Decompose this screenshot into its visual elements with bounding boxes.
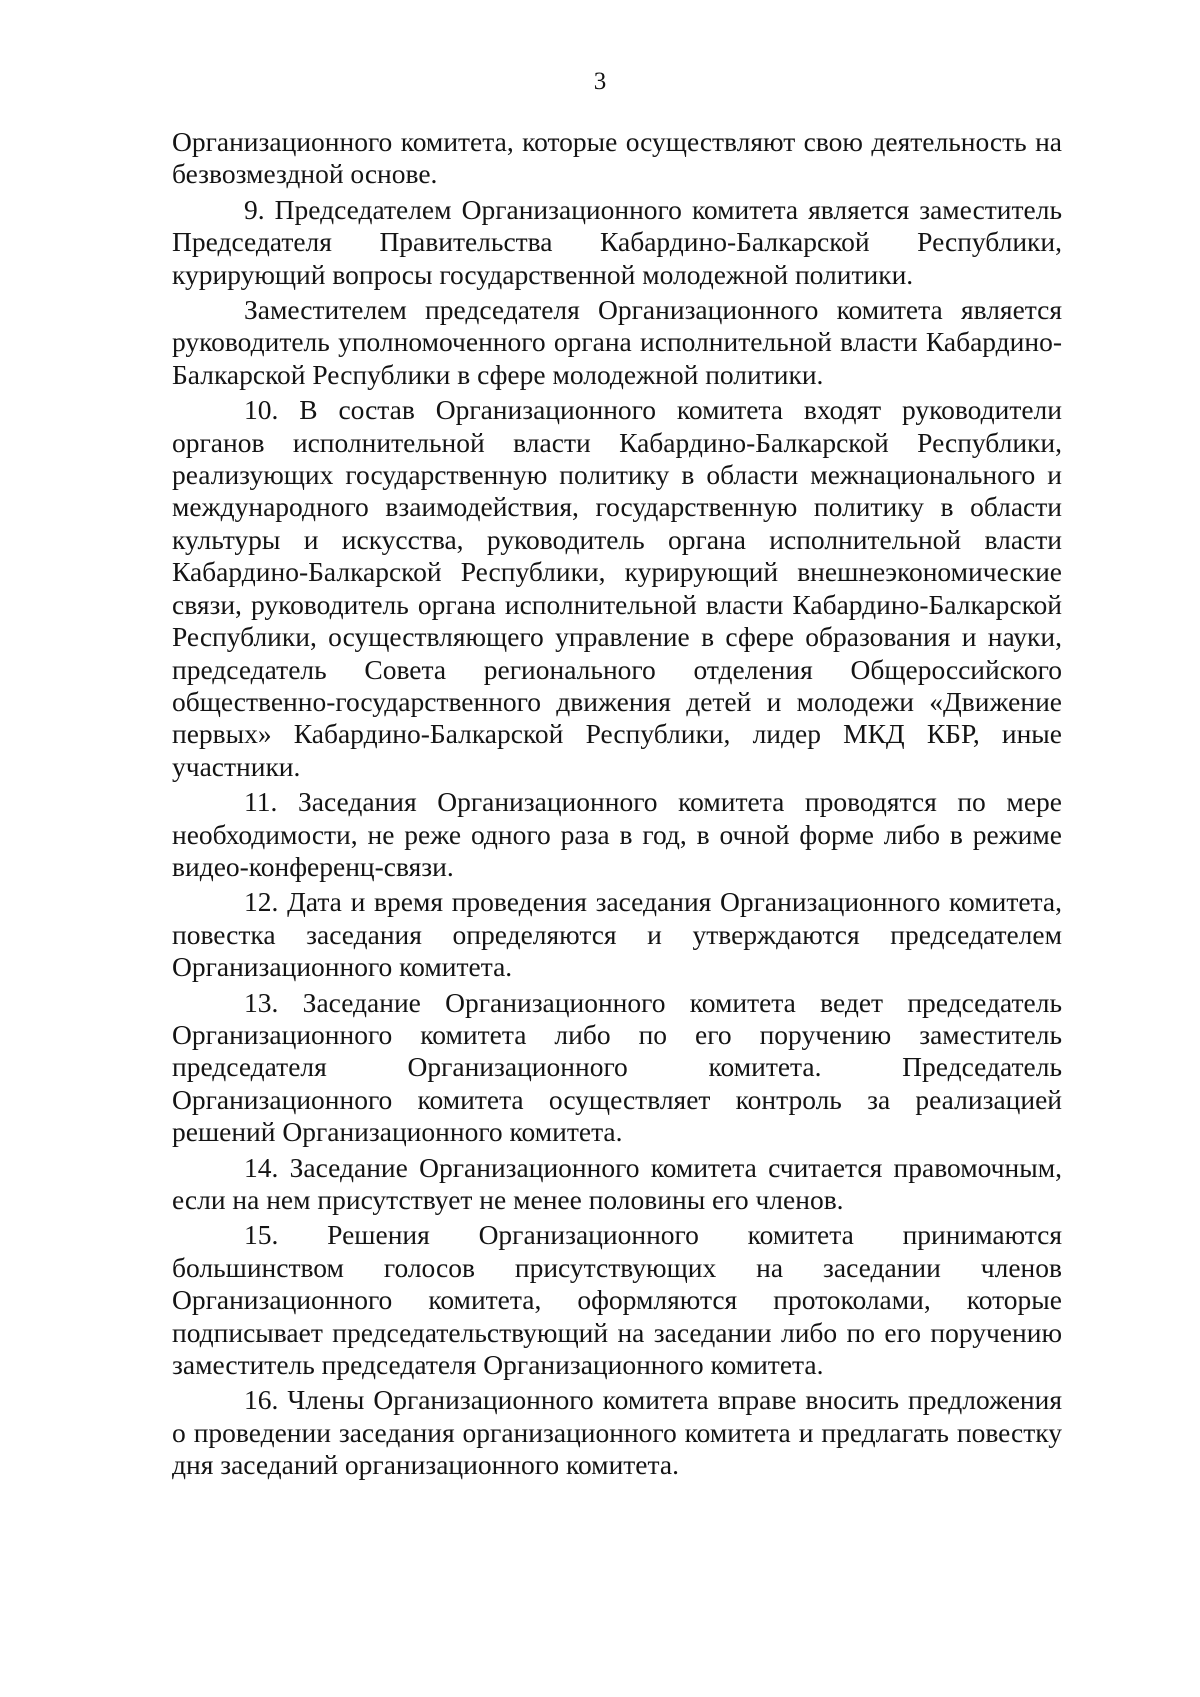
paragraph-10: 10. В состав Организационного комитета входят руководители органов исполнительной власти Кабардино-Балкарской Республики, реализующих государственную политику в области межнационального и международного взаимодействия, государственную политику в области культуры и искусства, руководитель органа исполнительной власти Кабардино-Балкарской Республики, курирующий внешнеэкономические связи, руководитель органа исполнительной власти Кабардино-Балкарской Республики, осуществляющего управление в сфере образования и науки, председатель Совета регионального отделения Общероссийского общественно-государственного движения детей и молодежи «Движение первых» Кабардино-Балкарской Республики, лидер МКД КБР, иные участники. bbox=[172, 394, 1062, 782]
paragraph-9-deputy: Заместителем председателя Организационного комитета является руководитель уполномоченного органа исполнительной власти Кабардино-Балкарской Республики в сфере молодежной политики. bbox=[172, 294, 1062, 390]
paragraph-11: 11. Заседания Организационного комитета проводятся по мере необходимости, не реже одного раза в год, в очной форме либо в режиме видео-конференц-связи. bbox=[172, 786, 1062, 882]
page-number: 3 bbox=[593, 68, 607, 95]
paragraph-continuation: Организационного комитета, которые осуществляют свою деятельность на безвозмездной основе. bbox=[172, 126, 1062, 190]
paragraph-16: 16. Члены Организационного комитета вправе вносить предложения о проведении заседания организационного комитета и предлагать повестку дня заседаний организационного комитета. bbox=[172, 1384, 1062, 1481]
paragraph-13: 13. Заседание Организационного комитета ведет председатель Организационного комитета либо по его поручению заместитель председателя Организационного комитета. Председатель Организационного комитета осуществляет контроль за реализацией решений Организационного комитета. bbox=[172, 986, 1062, 1148]
document-body bbox=[172, 126, 1062, 1482]
paragraph-14: 14. Заседание Организационного комитета считается правомочным, если на нем присутствует не менее половины его членов. bbox=[172, 1151, 1062, 1215]
paragraph-15: 15. Решения Организационного комитета принимаются большинством голосов присутствующих на заседании членов Организационного комитета, оформляются протоколами, которые подписывает председательствующий на заседании либо по его поручению заместитель председателя Организационного комитета. bbox=[172, 1219, 1062, 1381]
paragraph-9: 9. Председателем Организационного комитета является заместитель Председателя Правительства Кабардино-Балкарской Республики, курирующий вопросы государственной молодежной политики. bbox=[172, 193, 1062, 290]
paragraph-12: 12. Дата и время проведения заседания Организационного комитета, повестка заседания определяются и утверждаются председателем Организационного комитета. bbox=[172, 886, 1062, 983]
